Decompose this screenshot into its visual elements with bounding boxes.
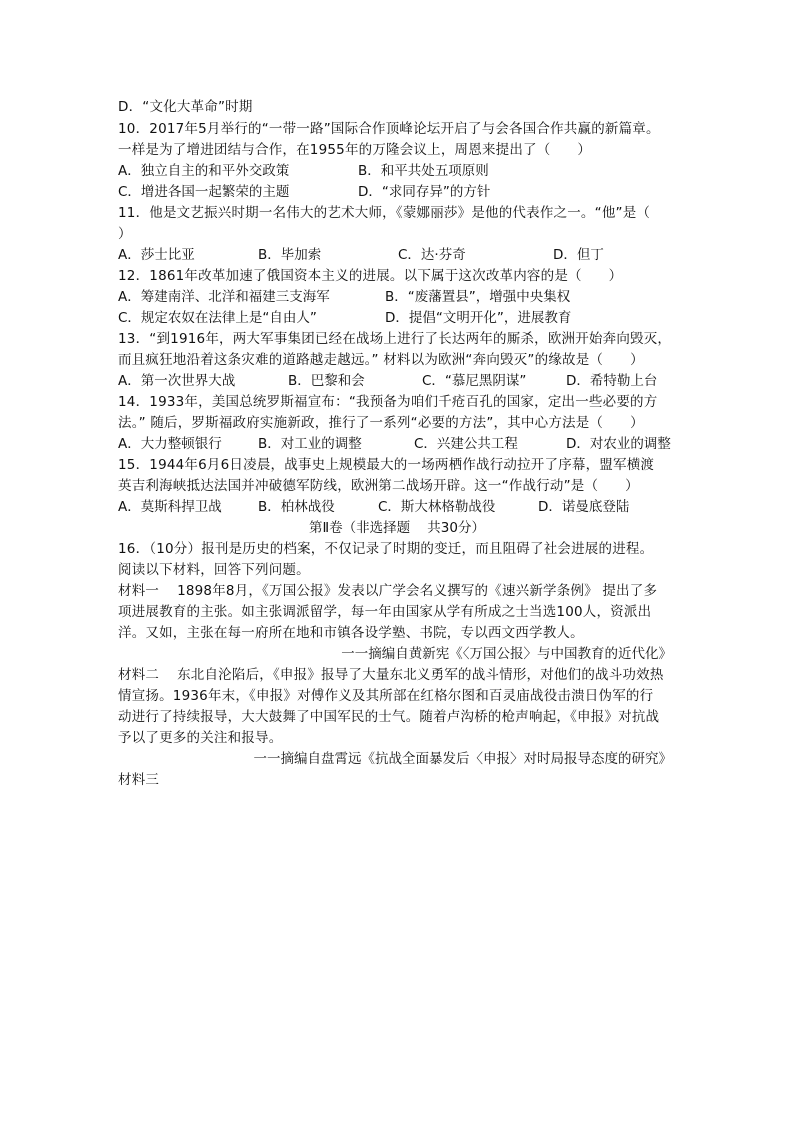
section-title: 第Ⅱ卷（非选择题 共30分） <box>309 520 485 536</box>
q15-option-b: B．柏林战役 <box>258 499 335 515</box>
material-2-source: 一一摘编自盘霄远《抗战全面暴发后〈申报〉对时局报导态度的研究》 <box>253 751 672 767</box>
question-14-text: 14．1933年，美国总统罗斯福宣布：“我预备为咱们千疮百孔的国家，定出一些必要的方 <box>118 394 658 410</box>
question-11-text: 11．他是文艺振兴时期一名伟大的艺术大师，《蒙娜丽莎》是他的代表作之一。“他”是（ <box>118 205 651 221</box>
question-14-text-cont: 法。” 随后，罗斯福政府实施新政，推行了一系列“必要的方法”，其中心方法是（ ） <box>118 415 644 431</box>
question-13-text-cont: 而且疯狂地沿着这条灾难的道路越走越远。” 材料以为欧洲“奔向毁灭”的缘故是（ ） <box>118 352 644 368</box>
question-16-text: 16．（10分）报刊是历史的档案，不仅记录了时期的变迁，而且阻碍了社会进展的进程。 <box>118 541 654 557</box>
q11-option-d: D．但丁 <box>553 247 604 263</box>
material-3-label: 材料三 <box>118 772 160 788</box>
q13-option-d: D．希特勒上台 <box>566 373 658 389</box>
q14-option-d: D．对农业的调整 <box>566 436 671 452</box>
question-13-text: 13．“到1916年，两大军事集团已经在战场上进行了长达两年的厮杀，欧洲开始奔向毁灭， <box>118 331 672 347</box>
q13-option-a: A．第一次世界大战 <box>118 373 236 389</box>
q15-option-c: C．斯大林格勒战役 <box>378 499 496 515</box>
question-15-text-cont: 英吉利海峡抵达法国并冲破德军防线，欧洲第二战场开辟。这一“作战行动”是（ ） <box>118 478 639 494</box>
q10-option-c: C．增进各国一起繁荣的主题 <box>118 184 290 200</box>
q12-option-c: C．规定农奴在法律上是“自由人” <box>118 310 317 326</box>
q10-option-d: D．“求同存异”的方针 <box>358 184 491 200</box>
question-10-text-cont: 一样是为了增进团结与合作，在1955年的万隆会议上，周恩来提出了（ ） <box>118 142 592 158</box>
question-12-text: 12．1861年改革加速了俄国资本主义的进展。以下属于这次改革内容的是（ ） <box>118 268 623 284</box>
material-2-line-4: 予以了更多的关注和报导。 <box>118 730 283 746</box>
material-2-line-1: 材料二 东北自沦陷后，《申报》报导了大量东北义勇军的战斗情形，对他们的战斗功效热 <box>118 667 664 683</box>
q11-option-a: A．莎士比亚 <box>118 247 195 263</box>
q13-option-b: B．巴黎和会 <box>288 373 365 389</box>
question-16-instruction: 阅读以下材料，回答下列问题。 <box>118 562 310 578</box>
q11-option-c: C．达·芬奇 <box>398 247 466 263</box>
question-10-text: 10．2017年5月举行的“一带一路”国际合作顶峰论坛开启了与会各国合作共赢的新篇章。 <box>118 121 660 137</box>
option-line: D．“文化大革命”时期 <box>118 99 253 115</box>
material-1-line-1: 材料一 1898年8月，《万国公报》发表以广学会名义撰写的《速兴新学条例》 提出了多 <box>118 583 658 599</box>
material-2-line-3: 动进行了持续报导，大大鼓舞了中国军民的士气。随着卢沟桥的枪声响起，《申报》对抗战 <box>118 709 660 725</box>
q10-option-b: B．和平共处五项原则 <box>358 163 489 179</box>
q14-option-c: C．兴建公共工程 <box>414 436 518 452</box>
q12-option-b: B．“废藩置县”，增强中央集权 <box>385 289 571 305</box>
question-11-text-cont: ） <box>118 226 132 242</box>
q15-option-a: A．莫斯科捍卫战 <box>118 499 222 515</box>
material-1-source: 一一摘编自黄新宪《〈万国公报〉与中国教育的近代化》 <box>341 646 672 662</box>
question-15-text: 15．1944年6月6日凌晨，战事史上规模最大的一场两栖作战行动拉开了序幕，盟军横渡 <box>118 457 655 473</box>
q11-option-b: B．毕加索 <box>258 247 322 263</box>
q10-option-a: A．独立自主的和平外交政策 <box>118 163 290 179</box>
material-1-line-3: 洋。又如，主张在每一府所在地和市镇各设学塾、书院，专以西文西学教人。 <box>118 625 584 641</box>
q14-option-b: B．对工业的调整 <box>258 436 362 452</box>
q15-option-d: D．诺曼底登陆 <box>538 499 630 515</box>
q13-option-c: C．“慕尼黑阴谋” <box>422 373 527 389</box>
q12-option-d: D．提倡“文明开化”，进展教育 <box>385 310 572 326</box>
material-2-line-2: 情宣扬。1936年末，《申报》对傅作义及其所部在红格尔图和百灵庙战役击溃日伪军的行 <box>118 688 654 704</box>
q12-option-a: A．筹建南洋、北洋和福建三支海军 <box>118 289 330 305</box>
material-1-line-2: 项进展教育的主张。如主张调派留学，每一年由国家从学有所成之士当选100人，资派出 <box>118 604 652 620</box>
q14-option-a: A．大力整顿银行 <box>118 436 222 452</box>
